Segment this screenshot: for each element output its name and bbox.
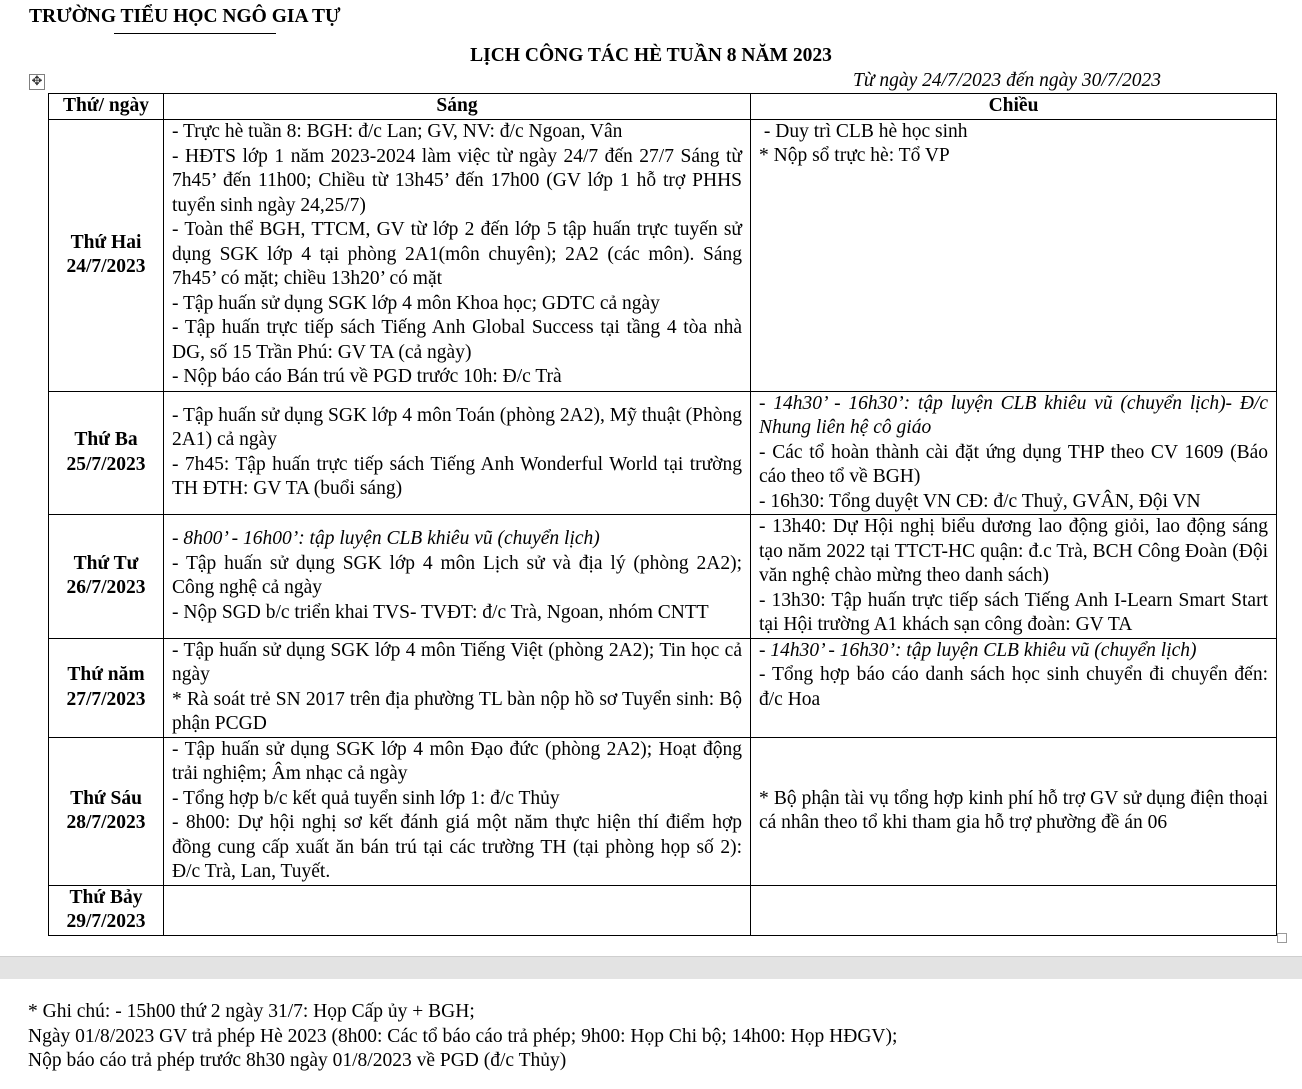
list-item: - 8h00: Dự hội nghị sơ kết đánh giá một năm thực hiện thí điểm hợp đồng cung cấp xuất ăn bán trú tại các trường TH (tại phòng họp số 2): Đ/c Trà, Lan, Tuyết. — [172, 812, 742, 882]
list-item: * Nộp sổ trực hè: Tổ VP — [759, 145, 950, 166]
list-item: * Bộ phận tài vụ tổng hợp kinh phí hỗ trợ GV sử dụng điện thoại cá nhân theo tổ khi tham gia hỗ trợ phường đề án 06 — [759, 787, 1268, 833]
list-item: - Tổng hợp báo cáo danh sách học sinh chuyển đi chuyển đến: đ/c Hoa — [759, 664, 1268, 710]
list-item: - 7h45: Tập huấn trực tiếp sách Tiếng Anh Wonderful World tại trường TH ĐTH: GV TA (buổi sáng) — [172, 453, 742, 500]
school-name-underline — [114, 33, 276, 34]
school-name: TRƯỜNG TIỂU HỌC NGÔ GIA TỰ — [29, 6, 341, 27]
document-title: LỊCH CÔNG TÁC HÈ TUẦN 8 NĂM 2023 — [470, 45, 832, 66]
day-cell[interactable] — [49, 119, 164, 391]
list-item: - Toàn thể BGH, TTCM, GV từ lớp 2 đến lớp 5 tập huấn trực tuyến sử dụng SGK lớp 4 tại phòng 2A1(môn chuyên); 2A2 (các môn). Sáng 7h45’ có mặt; chiều 13h20’ có mặt — [172, 219, 742, 290]
afternoon-cell[interactable] — [751, 885, 1277, 935]
table-row — [49, 515, 1277, 639]
morning-cell[interactable] — [164, 885, 751, 935]
list-item: - Duy trì CLB hè học sinh — [759, 120, 968, 142]
date-range: Từ ngày 24/7/2023 đến ngày 30/7/2023 — [853, 70, 1161, 91]
table-row — [49, 638, 1277, 737]
morning-cell[interactable] — [164, 515, 751, 639]
header-afternoon: Chiều — [751, 94, 1277, 120]
list-item: - Trực hè tuần 8: BGH: đ/c Lan; GV, NV: đ/c Ngoan, Vân — [172, 121, 623, 143]
morning-cell[interactable] — [164, 391, 751, 515]
schedule-table — [48, 93, 1277, 936]
day-name: Thứ Ba — [74, 429, 138, 451]
day-date: 26/7/2023 — [66, 577, 146, 599]
list-item: - 16h30: Tổng duyệt VN CĐ: đ/c Thuỷ, GVÂN, Đội VN — [759, 490, 1201, 512]
day-cell[interactable] — [49, 737, 164, 885]
list-item: - Tập huấn sử dụng SGK lớp 4 môn Toán (phòng 2A2), Mỹ thuật (Phòng 2A1) cả ngày — [172, 404, 742, 451]
list-item: - Tập huấn sử dụng SGK lớp 4 môn Khoa học; GDTC cả ngày — [172, 292, 660, 314]
day-name: Thứ Sáu — [70, 787, 142, 809]
list-item: - 13h30: Tập huấn trực tiếp sách Tiếng Anh I-Learn Smart Start tại Hội trường A1 khách sạn công đoàn: GV TA — [759, 589, 1268, 635]
list-item: - 14h30’ - 16h30’: tập luyện CLB khiêu vũ (chuyển lịch)- Đ/c Nhung liên hệ cô giáo — [759, 392, 1268, 438]
day-name: Thứ năm — [67, 664, 145, 685]
table-row — [49, 119, 1277, 391]
list-item: - 13h40: Dự Hội nghị biểu dương lao động giỏi, lao động sáng tạo năm 2022 tại TTCT-HC quận: đ.c Trà, BCH Công Đoàn (Đội văn nghệ chào mừng theo danh sách) — [759, 516, 1268, 586]
day-name: Thứ Hai — [70, 231, 142, 253]
page-break-gap — [0, 956, 1302, 980]
day-cell[interactable] — [49, 638, 164, 737]
day-cell[interactable] — [49, 391, 164, 515]
list-item: * Rà soát trẻ SN 2017 trên địa phường TL bàn nộp hồ sơ Tuyển sinh: Bộ phận PCGD — [172, 688, 742, 734]
list-item: - HĐTS lớp 1 năm 2023-2024 làm việc từ ngày 24/7 đến 27/7 Sáng từ 7h45’ đến 11h00; Chiều từ 13h45’ đến 17h00 (GV lớp 1 hỗ trợ PHHS tuyển sinh ngày 24,25/7) — [172, 145, 742, 216]
day-date: 29/7/2023 — [66, 911, 146, 932]
day-cell[interactable] — [49, 885, 164, 935]
day-cell[interactable] — [49, 515, 164, 639]
day-date: 24/7/2023 — [66, 256, 146, 277]
table-row — [49, 737, 1277, 885]
afternoon-cell[interactable] — [751, 391, 1277, 515]
note-line: Ngày 01/8/2023 GV trả phép Hè 2023 (8h00: Các tổ báo cáo trả phép; 9h00: Họp Chi bộ; 14h00: Họp HĐGV); — [28, 1025, 898, 1047]
afternoon-cell[interactable] — [751, 119, 1277, 391]
notes-section — [28, 1000, 897, 1074]
day-date: 25/7/2023 — [66, 453, 146, 475]
list-item: - Tập huấn sử dụng SGK lớp 4 môn Tiếng Việt (phòng 2A2); Tin học cả ngày — [172, 639, 742, 685]
list-item: - 8h00’ - 16h00’: tập luyện CLB khiêu vũ (chuyển lịch) — [172, 528, 600, 550]
morning-cell[interactable] — [164, 737, 751, 885]
afternoon-cell[interactable] — [751, 515, 1277, 639]
list-item: - Nộp SGD b/c triển khai TVS- TVĐT: đ/c Trà, Ngoan, nhóm CNTT — [172, 601, 709, 623]
afternoon-cell[interactable] — [751, 638, 1277, 737]
list-item: - Tập huấn sử dụng SGK lớp 4 môn Đạo đức (phòng 2A2); Hoạt động trải nghiệm; Âm nhạc cả ngày — [172, 738, 742, 784]
list-item: - Tập huấn trực tiếp sách Tiếng Anh Global Success tại tầng 4 tòa nhà DG, số 15 Trần Phú: GV TA (cả ngày) — [172, 317, 742, 363]
morning-cell[interactable] — [164, 119, 751, 391]
table-header-row — [49, 94, 1277, 120]
list-item: - Tổng hợp b/c kết quả tuyển sinh lớp 1: đ/c Thủy — [172, 787, 560, 809]
note-line: Nộp báo cáo trả phép trước 8h30 ngày 01/8/2023 về PGD (đ/c Thủy) — [28, 1050, 567, 1071]
day-name: Thứ Bảy — [69, 886, 143, 908]
list-item: - Các tổ hoàn thành cài đặt ứng dụng THP theo CV 1609 (Báo cáo theo tổ về BGH) — [759, 441, 1268, 487]
move-arrows-icon[interactable]: ✥ — [29, 74, 45, 90]
day-name: Thứ Tư — [73, 552, 139, 574]
header-morning: Sáng — [164, 94, 751, 120]
note-line: * Ghi chú: - 15h00 thứ 2 ngày 31/7: Họp Cấp ủy + BGH; — [28, 1001, 475, 1022]
list-item: - 14h30’ - 16h30’: tập luyện CLB khiêu vũ (chuyển lịch) — [759, 639, 1197, 661]
header-day: Thứ/ ngày — [49, 94, 164, 120]
day-date: 27/7/2023 — [66, 688, 146, 710]
morning-cell[interactable] — [164, 638, 751, 737]
day-date: 28/7/2023 — [66, 812, 146, 833]
resize-square-icon[interactable] — [1277, 933, 1287, 943]
table-row — [49, 391, 1277, 515]
list-item: - Nộp báo cáo Bán trú về PGD trước 10h: Đ/c Trà — [172, 366, 562, 388]
list-item: - Tập huấn sử dụng SGK lớp 4 môn Lịch sử và địa lý (phòng 2A2); Công nghệ cả ngày — [172, 552, 742, 599]
afternoon-cell[interactable] — [751, 737, 1277, 885]
table-row — [49, 885, 1277, 935]
